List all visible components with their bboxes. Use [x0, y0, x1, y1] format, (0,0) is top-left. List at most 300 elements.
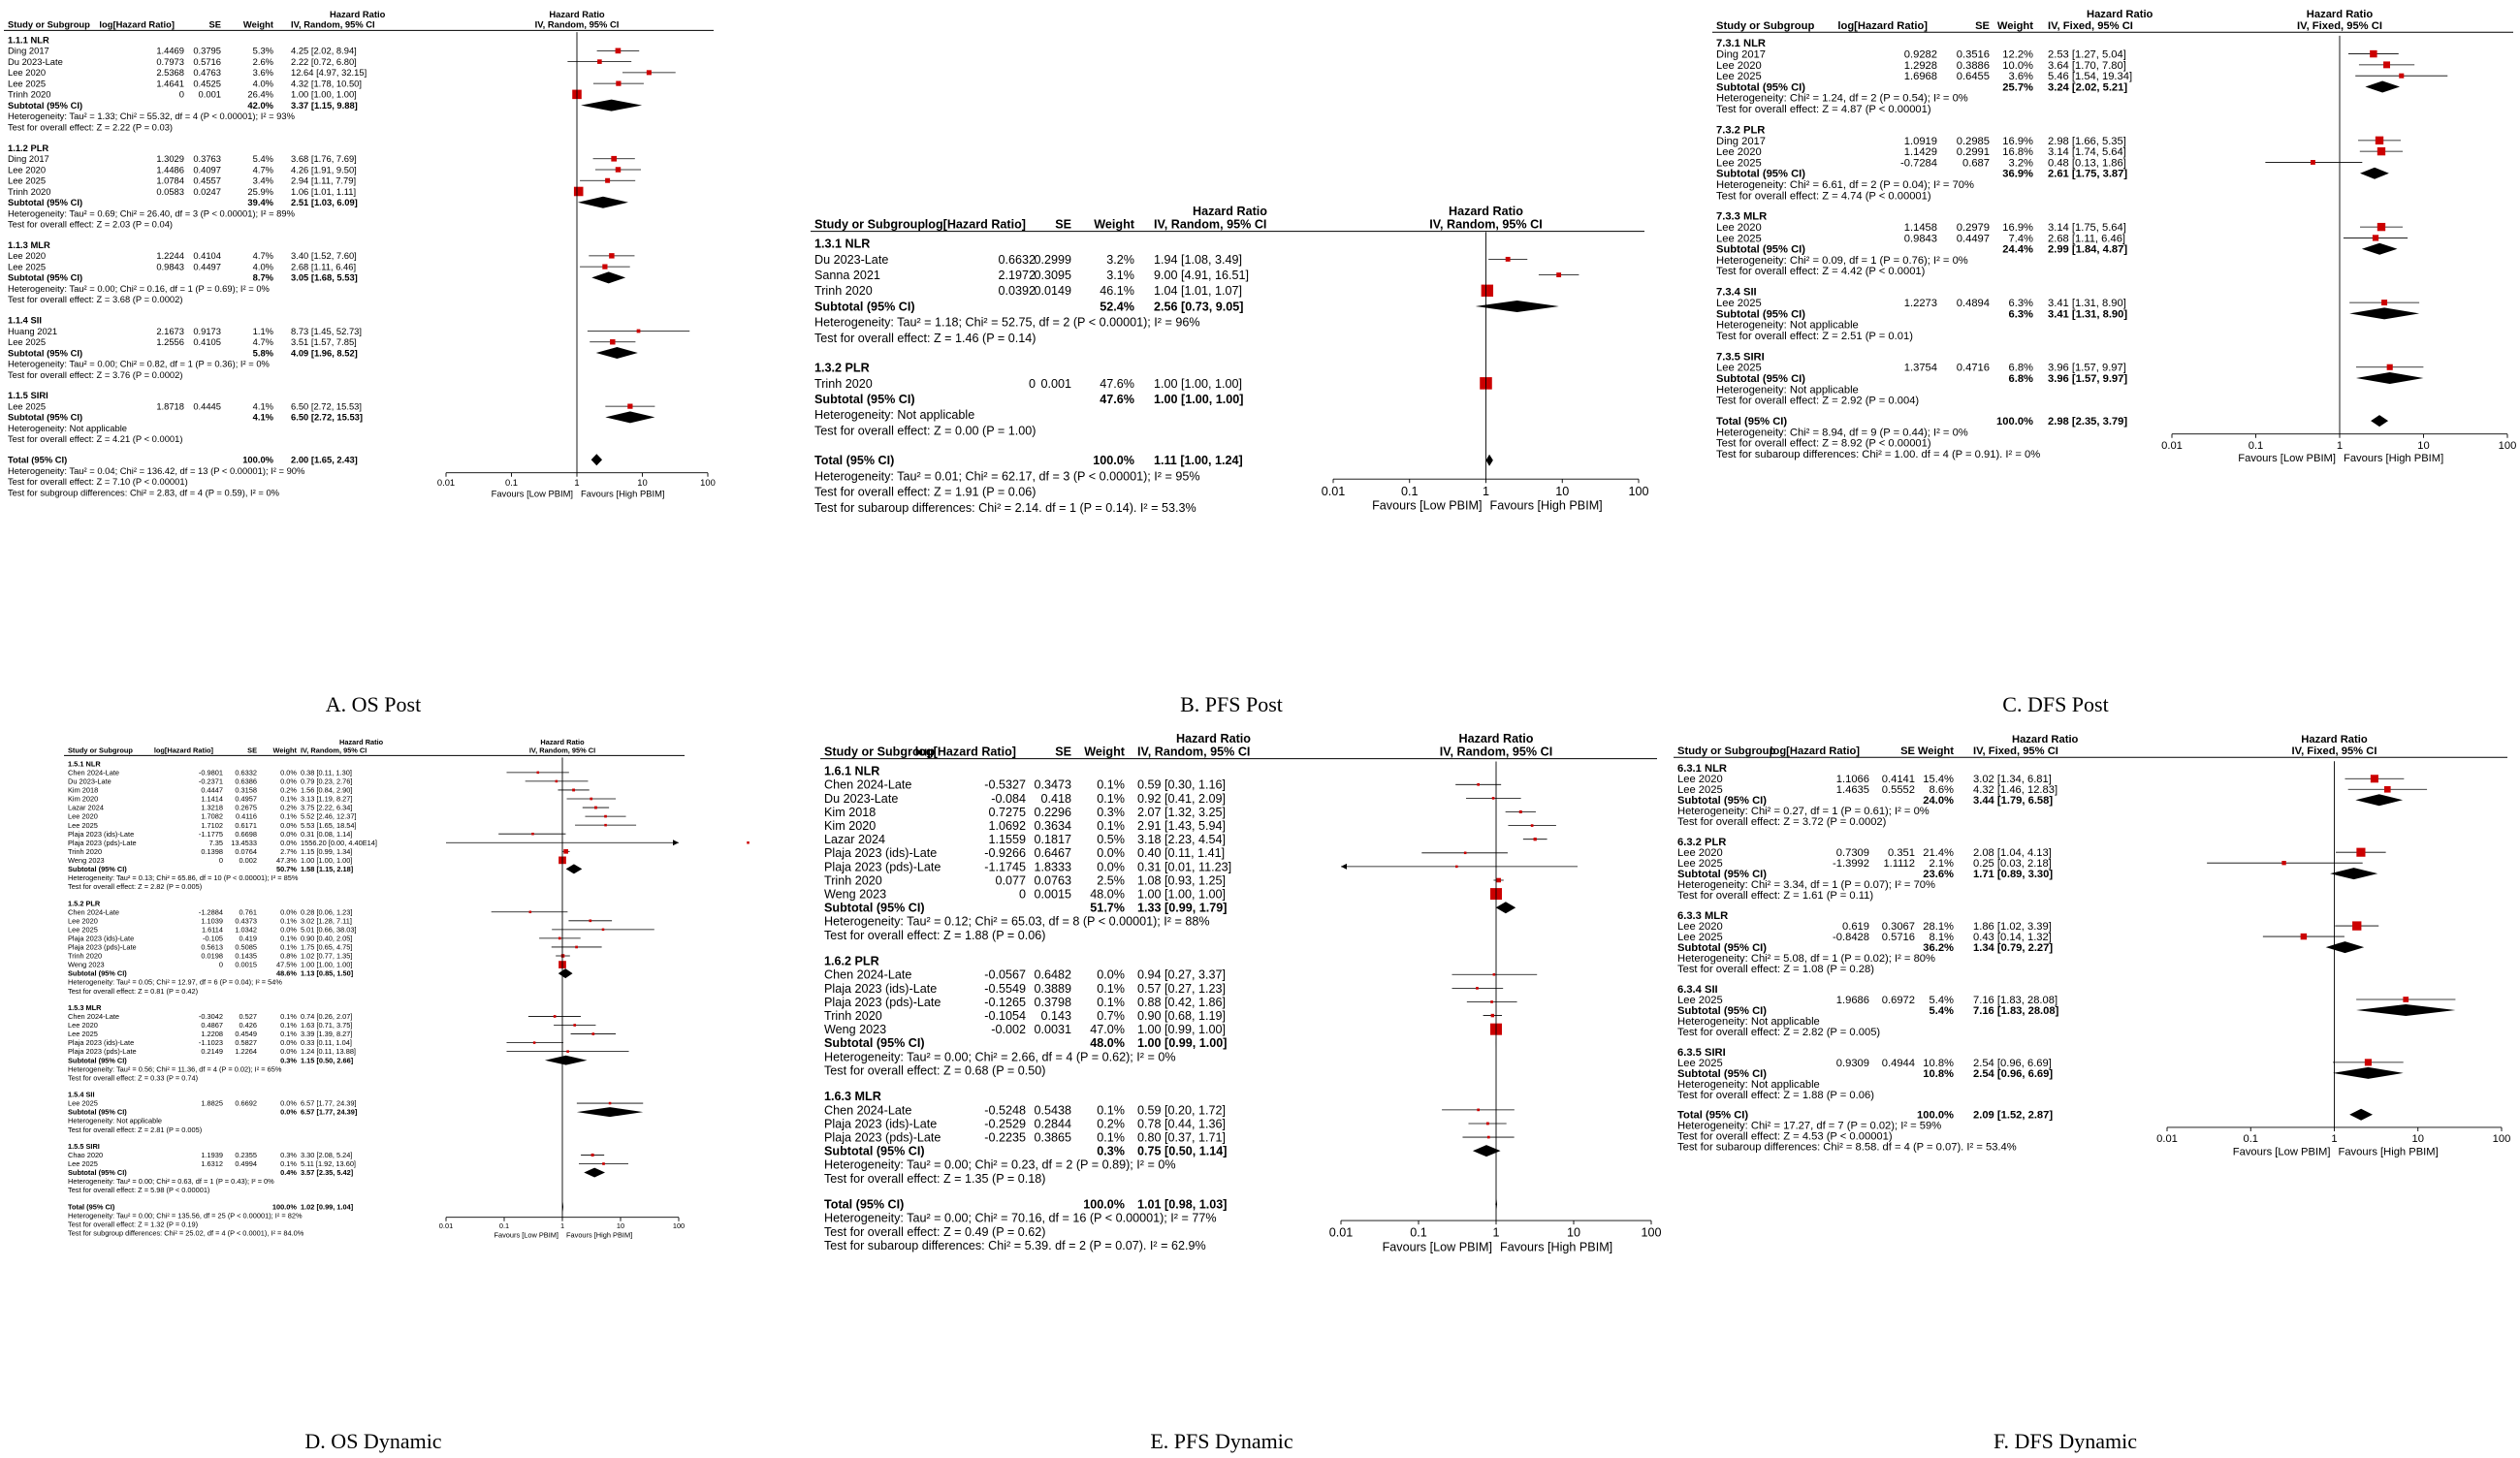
study-weight: 46.1%: [1100, 284, 1134, 299]
study-se: 0.3795: [193, 45, 221, 56]
study-ci: 4.32 [1.46, 12.83]: [1973, 784, 2058, 797]
effect-square: [575, 946, 578, 949]
caption-c: C. DFS Post: [2002, 692, 2109, 716]
study-weight: 21.4%: [1923, 847, 1954, 860]
effect-square: [1486, 1123, 1489, 1125]
subtotal-diamond: [578, 197, 628, 208]
subtotal-diamond: [1496, 902, 1516, 913]
total-label: Total (95% CI): [824, 1197, 905, 1212]
study-se: 0.4957: [235, 794, 257, 804]
subgroup-heading: 7.3.3 MLR: [1716, 210, 1768, 223]
subtotal-weight: 24.0%: [1923, 795, 1954, 808]
study-logrr: -1.1775: [198, 829, 223, 839]
study-label: Weng 2023: [68, 960, 105, 969]
subgroup-heading: 6.3.4 SII: [1677, 983, 1718, 996]
subtotal-label: Subtotal (95% CI): [68, 865, 127, 873]
study-weight: 2.5%: [1097, 873, 1125, 888]
study-weight: 0.1%: [1097, 791, 1125, 806]
statistics-note: Heterogeneity: Tau² = 0.05; Chi² = 12.97, df = 6 (P = 0.04); I² = 54%: [68, 977, 282, 987]
study-label: Chen 2024-Late: [824, 1103, 912, 1118]
subtotal-label: Subtotal (95% CI): [1677, 1004, 1767, 1017]
study-ci: 5.11 [1.92, 13.60]: [301, 1159, 356, 1169]
study-weight: 0.1%: [1097, 777, 1125, 792]
effect-square: [566, 1050, 569, 1053]
study-logrr: 2.1972: [998, 269, 1036, 282]
statistics-note: Heterogeneity: Tau² = 0.69; Chi² = 26.40, df = 3 (P < 0.00001); I² = 89%: [8, 207, 295, 219]
study-logrr: -0.3042: [198, 1012, 223, 1022]
study-label: Du 2023-Late: [814, 252, 889, 267]
study-se: 0.4763: [193, 67, 221, 79]
study-weight: 3.4%: [252, 174, 273, 186]
study-ci: 3.39 [1.39, 8.27]: [301, 1030, 353, 1039]
study-weight: 1.1%: [252, 325, 273, 336]
study-ci: 3.13 [1.19, 8.27]: [301, 794, 353, 804]
subgroup-heading: 1.6.2 PLR: [824, 954, 879, 968]
study-logrr: -1.1023: [198, 1038, 223, 1048]
study-logrr: 1.9686: [1835, 994, 1869, 1006]
study-weight: 5.3%: [252, 45, 273, 56]
study-weight: 0.1%: [1097, 819, 1125, 833]
study-label: Plaja 2023 (ids)-Late: [824, 981, 938, 996]
effect-square: [590, 798, 592, 801]
subtotal-diamond: [2355, 794, 2403, 806]
favours-right-label: Favours [High PBIM]: [1489, 498, 1603, 513]
study-logrr: -0.2529: [984, 1117, 1026, 1131]
study-logrr: 0.4447: [201, 785, 223, 795]
study-label: Du 2023-Late: [824, 791, 899, 806]
study-ci: 0.25 [0.03, 2.18]: [1973, 858, 2052, 871]
study-logrr: 1.3218: [201, 803, 223, 812]
subgroup-heading: 1.6.1 NLR: [824, 764, 880, 778]
subtotal-weight: 48.6%: [276, 968, 297, 978]
subgroup-heading: 1.1.1 NLR: [8, 34, 49, 46]
study-label: Chen 2024-Late: [68, 907, 120, 917]
subtotal-weight: 36.2%: [1923, 942, 1954, 954]
study-ci: 3.41 [1.31, 8.90]: [2048, 298, 2126, 310]
statistics-note: Heterogeneity: Chi² = 5.08, df = 1 (P = 0.02); I² = 80%: [1677, 953, 1935, 965]
x-tick-label: 0.1: [498, 1221, 510, 1231]
subgroup-heading: 1.1.5 SIRI: [8, 390, 48, 401]
effect-square: [554, 1015, 557, 1018]
study-ci: 3.18 [2.23, 4.54]: [1137, 833, 1227, 847]
study-label: Lee 2020: [1716, 146, 1762, 159]
x-tick-label: 10: [2417, 439, 2430, 452]
study-label: Lee 2025: [68, 1159, 98, 1169]
subtotal-weight: 5.8%: [252, 347, 273, 359]
statistics-note: Test for overall effect: Z = 5.98 (P < 0.00001): [68, 1186, 210, 1195]
subtotal-weight: 8.7%: [252, 271, 273, 283]
effect-square: [747, 841, 750, 844]
study-label: Chen 2024-Late: [824, 777, 912, 792]
forest-plot-dfs-dynamic: [1648, 729, 2520, 1422]
header-plot-sub: IV, Fixed, 95% CI: [2291, 745, 2377, 758]
study-se: 0.1817: [1034, 833, 1071, 847]
study-se: 0.6698: [235, 829, 257, 839]
study-weight: 48.0%: [1090, 887, 1125, 902]
study-logrr: 2.5368: [156, 67, 184, 79]
study-label: Lee 2025: [68, 925, 98, 935]
study-weight: 2.7%: [280, 846, 297, 856]
header-weight: Weight: [1084, 745, 1125, 759]
header-weight: Weight: [242, 18, 273, 30]
study-ci: 1.24 [0.11, 13.88]: [301, 1047, 356, 1057]
caption-d: D. OS Dynamic: [304, 1429, 442, 1453]
statistics-note: Test for overall effect: Z = 8.92 (P < 0.00001): [1716, 437, 1931, 450]
study-weight: 3.6%: [252, 67, 273, 79]
study-se: 0.6482: [1034, 967, 1071, 982]
effect-square: [2352, 921, 2361, 930]
subtotal-ci: 2.51 [1.03, 6.09]: [291, 197, 358, 208]
study-ci: 0.90 [0.68, 1.19]: [1137, 1008, 1227, 1023]
study-label: Ding 2017: [1716, 135, 1767, 147]
statistics-note: Test for overall effect: Z = 2.82 (P = 0.005): [1677, 1026, 1881, 1038]
study-weight: 2.6%: [252, 55, 273, 67]
caption-e: E. PFS Dynamic: [1150, 1429, 1293, 1453]
effect-square: [561, 954, 565, 958]
study-se: 0.6455: [1956, 71, 1990, 83]
study-ci: 1.02 [0.77, 1.35]: [301, 951, 353, 961]
header-plot-top: Hazard Ratio: [2301, 734, 2368, 745]
study-label: Lee 2020: [1677, 847, 1723, 860]
study-weight: 0.0%: [280, 820, 297, 830]
header-hr-top: Hazard Ratio: [1176, 732, 1251, 745]
study-label: Lee 2025: [1716, 157, 1762, 170]
x-tick-label: 0.01: [436, 477, 456, 489]
subgroup-heading: 1.5.1 NLR: [68, 759, 101, 769]
effect-square: [2399, 74, 2404, 79]
study-weight: 26.4%: [247, 88, 273, 100]
study-weight: 15.4%: [1923, 774, 1954, 786]
subtotal-weight: 51.7%: [1090, 901, 1125, 915]
study-label: Ding 2017: [8, 153, 49, 165]
study-logrr: 1.2556: [156, 336, 184, 348]
study-se: 13.4533: [231, 838, 257, 847]
statistics-note: Heterogeneity: Chi² = 8.94, df = 9 (P = 0.44); I² = 0%: [1716, 427, 1968, 439]
study-weight: 0.0%: [280, 1047, 297, 1057]
study-weight: 6.8%: [2008, 362, 2033, 374]
study-ci: 0.79 [0.23, 2.76]: [301, 777, 353, 786]
study-weight: 0.0%: [280, 829, 297, 839]
study-weight: 4.7%: [252, 336, 273, 348]
study-se: 0.4944: [1881, 1057, 1915, 1069]
header-study: Study or Subgroup: [824, 745, 936, 759]
study-se: 1.1112: [1883, 858, 1915, 871]
subtotal-label: Subtotal (95% CI): [68, 1107, 127, 1117]
study-se: 0.761: [239, 907, 257, 917]
subtotal-ci: 3.37 [1.15, 9.88]: [291, 99, 358, 111]
study-se: 0.2675: [235, 803, 257, 812]
study-logrr: 0.619: [1842, 921, 1869, 933]
study-se: 0.5552: [1881, 784, 1915, 797]
study-se: 0.4557: [193, 174, 221, 186]
study-se: 0.4525: [193, 78, 221, 89]
subtotal-diamond: [2356, 1004, 2455, 1016]
statistics-note: Heterogeneity: Tau² = 0.00; Chi² = 2.66, df = 4 (P = 0.62); I² = 0%: [824, 1050, 1176, 1064]
header-hr-top: Hazard Ratio: [330, 9, 386, 19]
study-weight: 16.9%: [2002, 135, 2033, 147]
statistics-note: Heterogeneity: Not applicable: [814, 408, 975, 423]
study-logrr: -0.2371: [198, 777, 223, 786]
study-ci: 0.94 [0.27, 3.37]: [1137, 967, 1227, 982]
study-logrr: 1.7102: [201, 820, 223, 830]
study-label: Lee 2025: [8, 174, 47, 186]
study-ci: 1.06 [1.01, 1.11]: [291, 185, 357, 197]
header-hr-sub: IV, Fixed, 95% CI: [2048, 20, 2133, 33]
study-se: 0.2355: [235, 1151, 257, 1160]
study-logrr: 0.2149: [201, 1047, 223, 1057]
subtotal-weight: 24.4%: [2002, 243, 2033, 256]
study-se: 0.3473: [1034, 777, 1071, 792]
study-logrr: -0.5549: [984, 981, 1026, 996]
study-logrr: 0.9843: [1903, 233, 1937, 245]
study-logrr: 0: [218, 960, 223, 969]
study-se: 1.0342: [235, 925, 257, 935]
total-label: Total (95% CI): [1716, 416, 1788, 428]
subgroup-heading: 1.3.2 PLR: [814, 361, 870, 375]
study-logrr: 0: [218, 855, 223, 865]
study-se: 0.4497: [193, 261, 221, 272]
study-logrr: -0.9266: [984, 846, 1026, 861]
study-weight: 47.5%: [276, 960, 297, 969]
statistics-note: Heterogeneity: Tau² = 0.00; Chi² = 70.16, df = 16 (P < 0.00001); I² = 77%: [824, 1211, 1217, 1225]
x-tick-label: 10: [1566, 1225, 1581, 1240]
study-label: Lee 2020: [8, 250, 47, 262]
study-label: Lee 2020: [68, 916, 98, 926]
header-plot-top: Hazard Ratio: [540, 738, 585, 746]
study-logrr: 1.0692: [988, 819, 1026, 833]
statistics-note: Test for subgroup differences: Chi² = 25.02, df = 4 (P < 0.0001), I² = 84.0%: [68, 1228, 304, 1238]
effect-square: [616, 167, 621, 172]
subgroup-heading: 6.3.2 PLR: [1677, 837, 1727, 849]
study-weight: 4.1%: [252, 400, 273, 412]
subtotal-label: Subtotal (95% CI): [68, 968, 127, 978]
statistics-note: Heterogeneity: Chi² = 6.61, df = 2 (P = 0.04); I² = 70%: [1716, 178, 1974, 191]
study-logrr: 0.9843: [156, 261, 184, 272]
subtotal-weight: 25.7%: [2002, 81, 2033, 94]
subtotal-label: Subtotal (95% CI): [8, 347, 83, 359]
effect-square: [637, 330, 641, 333]
header-se: SE: [208, 18, 221, 30]
study-se: 0.4994: [235, 1159, 257, 1169]
statistics-note: Test for overall effect: Z = 3.72 (P = 0.0002): [1677, 816, 1887, 829]
study-ci: 0.43 [0.14, 1.32]: [1973, 932, 2052, 943]
effect-square: [609, 1102, 612, 1105]
effect-square: [1477, 1109, 1480, 1112]
favours-right-label: Favours [High PBIM]: [2344, 453, 2444, 465]
forest-plot-os-dynamic: [0, 729, 737, 1422]
study-ci: 3.14 [1.74, 5.64]: [2048, 146, 2126, 159]
x-tick-label: 0.1: [504, 477, 519, 489]
study-label: Plaja 2023 (pds)-Late: [68, 942, 137, 952]
header-se: SE: [1055, 745, 1071, 759]
subtotal-label: Subtotal (95% CI): [814, 300, 915, 314]
total-ci: 2.98 [2.35, 3.79]: [2048, 416, 2128, 428]
study-ci: 3.30 [2.08, 5.24]: [301, 1151, 353, 1160]
favours-left-label: Favours [Low PBIM]: [491, 488, 573, 499]
subgroup-heading: 7.3.1 NLR: [1716, 38, 1766, 50]
study-ci: 5.46 [1.54, 19.34]: [2048, 71, 2133, 83]
subtotal-weight: 6.8%: [2008, 372, 2033, 385]
study-ci: 0.80 [0.37, 1.71]: [1137, 1130, 1227, 1145]
study-label: Ding 2017: [8, 45, 49, 56]
study-ci: 2.54 [0.96, 6.69]: [1973, 1057, 2052, 1069]
statistics-note: Test for overall effect: Z = 0.00 (P = 1.00): [814, 424, 1037, 438]
statistics-note: Heterogeneity: Tau² = 0.00; Chi² = 0.63, df = 1 (P = 0.43); I² = 0%: [68, 1177, 274, 1187]
study-label: Lee 2025: [1677, 994, 1723, 1006]
study-se: 0.3095: [1034, 269, 1071, 282]
x-tick-label: 1: [1482, 484, 1490, 498]
total-diamond: [2349, 1109, 2373, 1121]
subtotal-ci: 3.41 [1.31, 8.90]: [2048, 308, 2128, 321]
study-ci: 5.01 [0.66, 38.03]: [301, 925, 357, 935]
study-se: 0.3889: [1034, 981, 1071, 996]
subtotal-weight: 0.4%: [280, 1168, 297, 1178]
total-ci: 2.09 [1.52, 2.87]: [1973, 1109, 2054, 1122]
subgroup-heading: 1.5.2 PLR: [68, 899, 101, 908]
statistics-note: Test for subaroup differences: Chi² = 5.39. df = 2 (P = 0.07). I² = 62.9%: [824, 1238, 1206, 1252]
subtotal-label: Subtotal (95% CI): [1716, 168, 1805, 180]
study-logrr: 1.1429: [1903, 146, 1937, 159]
effect-square: [589, 919, 591, 922]
effect-square: [591, 1154, 594, 1157]
subgroup-heading: 1.3.1 NLR: [814, 237, 871, 251]
subtotal-ci: 4.09 [1.96, 8.52]: [291, 347, 358, 359]
study-logrr: 1.1414: [201, 794, 223, 804]
effect-square: [531, 833, 534, 836]
total-ci: 1.01 [0.98, 1.03]: [1137, 1197, 1228, 1212]
study-logrr: 0: [1018, 887, 1026, 902]
study-logrr: 1.2244: [156, 250, 184, 262]
study-label: Huang 2021: [8, 325, 58, 336]
forest-plot-pfs-post: [805, 204, 1658, 708]
study-ci: 2.68 [1.11, 6.46]: [291, 261, 357, 272]
study-weight: 0.0%: [280, 1098, 297, 1108]
study-se: 0.4116: [235, 811, 257, 821]
favours-right-label: Favours [High PBIM]: [581, 488, 665, 499]
total-label: Total (95% CI): [814, 454, 895, 468]
study-se: 0.0247: [193, 185, 221, 197]
effect-square: [616, 48, 622, 54]
study-ci: 1.08 [0.93, 1.25]: [1137, 873, 1227, 888]
study-ci: 1556.20 [0.00, 4.40E14]: [301, 838, 377, 847]
study-label: Weng 2023: [824, 887, 887, 902]
study-logrr: 0.7275: [988, 805, 1026, 819]
total-label: Total (95% CI): [8, 454, 68, 465]
study-se: 0.6386: [235, 777, 257, 786]
study-logrr: 1.4486: [156, 164, 184, 175]
study-label: Lee 2025: [68, 1098, 98, 1108]
study-label: Plaja 2023 (ids)-Late: [68, 1038, 135, 1048]
total-label: Total (95% CI): [1677, 1109, 1749, 1122]
statistics-note: Test for subgroup differences: Chi² = 2.83, df = 4 (P = 0.59), I² = 0%: [8, 487, 280, 498]
favours-left-label: Favours [Low PBIM]: [1382, 1240, 1492, 1254]
total-diamond: [1486, 455, 1493, 466]
effect-square: [2365, 1059, 2372, 1065]
header-plot-top: Hazard Ratio: [549, 9, 605, 19]
subtotal-diamond: [1476, 301, 1559, 312]
study-ci: 1.56 [0.84, 2.90]: [301, 785, 353, 795]
subtotal-diamond: [591, 271, 625, 283]
study-se: 0.001: [198, 88, 221, 100]
effect-square: [604, 824, 607, 827]
total-weight: 100.0%: [1093, 454, 1134, 468]
subtotal-weight: 39.4%: [247, 197, 273, 208]
header-plot-sub: IV, Random, 95% CI: [1429, 217, 1543, 232]
x-tick-label: 1: [1492, 1225, 1500, 1240]
study-se: 0.5438: [1034, 1103, 1071, 1118]
study-ci: 3.75 [2.22, 6.34]: [301, 803, 353, 812]
subtotal-diamond: [2330, 868, 2377, 879]
effect-square: [537, 772, 540, 775]
study-weight: 0.1%: [1097, 981, 1125, 996]
study-weight: 0.1%: [280, 1030, 297, 1039]
header-weight: Weight: [272, 745, 297, 755]
subgroup-heading: 7.3.4 SII: [1716, 286, 1757, 299]
study-se: 0.4497: [1956, 233, 1990, 245]
study-ci: 0.28 [0.06, 1.23]: [301, 907, 353, 917]
effect-square: [2281, 861, 2285, 865]
subtotal-weight: 6.3%: [2008, 308, 2033, 321]
study-label: Plaja 2023 (pds)-Late: [68, 1047, 137, 1057]
x-tick-label: 0.01: [438, 1221, 454, 1231]
statistics-note: Heterogeneity: Tau² = 0.13; Chi² = 65.86, df = 10 (P < 0.00001); I² = 85%: [68, 873, 299, 883]
study-se: 0.5827: [235, 1038, 257, 1048]
study-ci: 3.68 [1.76, 7.69]: [291, 153, 357, 165]
study-se: 0.3886: [1956, 59, 1990, 72]
study-logrr: -0.8428: [1833, 932, 1869, 943]
study-label: Plaja 2023 (ids)-Late: [824, 846, 938, 861]
statistics-note: Heterogeneity: Tau² = 0.00; Chi² = 0.82, df = 1 (P = 0.36); I² = 0%: [8, 358, 270, 369]
study-logrr: 0.0583: [156, 185, 184, 197]
statistics-note: Test for overall effect: Z = 4.74 (P < 0.00001): [1716, 190, 1931, 203]
study-ci: 1.00 [1.00, 1.00]: [291, 88, 357, 100]
study-label: Plaja 2023 (ids)-Late: [68, 829, 135, 839]
subtotal-diamond: [2360, 168, 2389, 179]
total-ci: 2.00 [1.65, 2.43]: [291, 454, 358, 465]
x-tick-label: 10: [616, 1221, 625, 1231]
total-weight: 100.0%: [242, 454, 273, 465]
study-logrr: 0.7973: [156, 55, 184, 67]
study-logrr: -0.7284: [1900, 157, 1937, 170]
study-weight: 4.0%: [252, 78, 273, 89]
effect-square: [1464, 852, 1467, 855]
subtotal-ci: 3.05 [1.68, 5.53]: [291, 271, 358, 283]
study-logrr: 1.2928: [1903, 59, 1937, 72]
total-weight: 100.0%: [1917, 1109, 1954, 1122]
effect-square: [1490, 1000, 1493, 1003]
study-label: Lee 2020: [1716, 222, 1762, 235]
study-label: Trinh 2020: [68, 951, 103, 961]
subtotal-ci: 3.44 [1.79, 6.58]: [1973, 795, 2054, 808]
subtotal-label: Subtotal (95% CI): [1677, 869, 1767, 881]
subtotal-ci: 1.71 [0.89, 3.30]: [1973, 869, 2054, 881]
effect-square: [1492, 797, 1495, 800]
study-logrr: -0.5248: [984, 1103, 1026, 1118]
statistics-note: Test for overall effect: Z = 1.32 (P = 0.19): [68, 1220, 199, 1229]
study-weight: 47.0%: [1090, 1023, 1125, 1037]
study-se: 1.8333: [1034, 860, 1071, 874]
statistics-note: Test for overall effect: Z = 0.33 (P = 0.74): [68, 1073, 199, 1083]
study-weight: 12.2%: [2002, 48, 2033, 61]
x-tick-label: 1: [559, 1221, 565, 1231]
study-label: Lee 2020: [1677, 774, 1723, 786]
effect-square: [533, 1041, 536, 1044]
study-label: Lee 2025: [1716, 298, 1762, 310]
study-se: 0.3067: [1881, 921, 1915, 933]
subtotal-weight: 0.0%: [280, 1107, 297, 1117]
subtotal-ci: 7.16 [1.83, 28.08]: [1973, 1004, 2059, 1017]
effect-square: [558, 937, 561, 940]
